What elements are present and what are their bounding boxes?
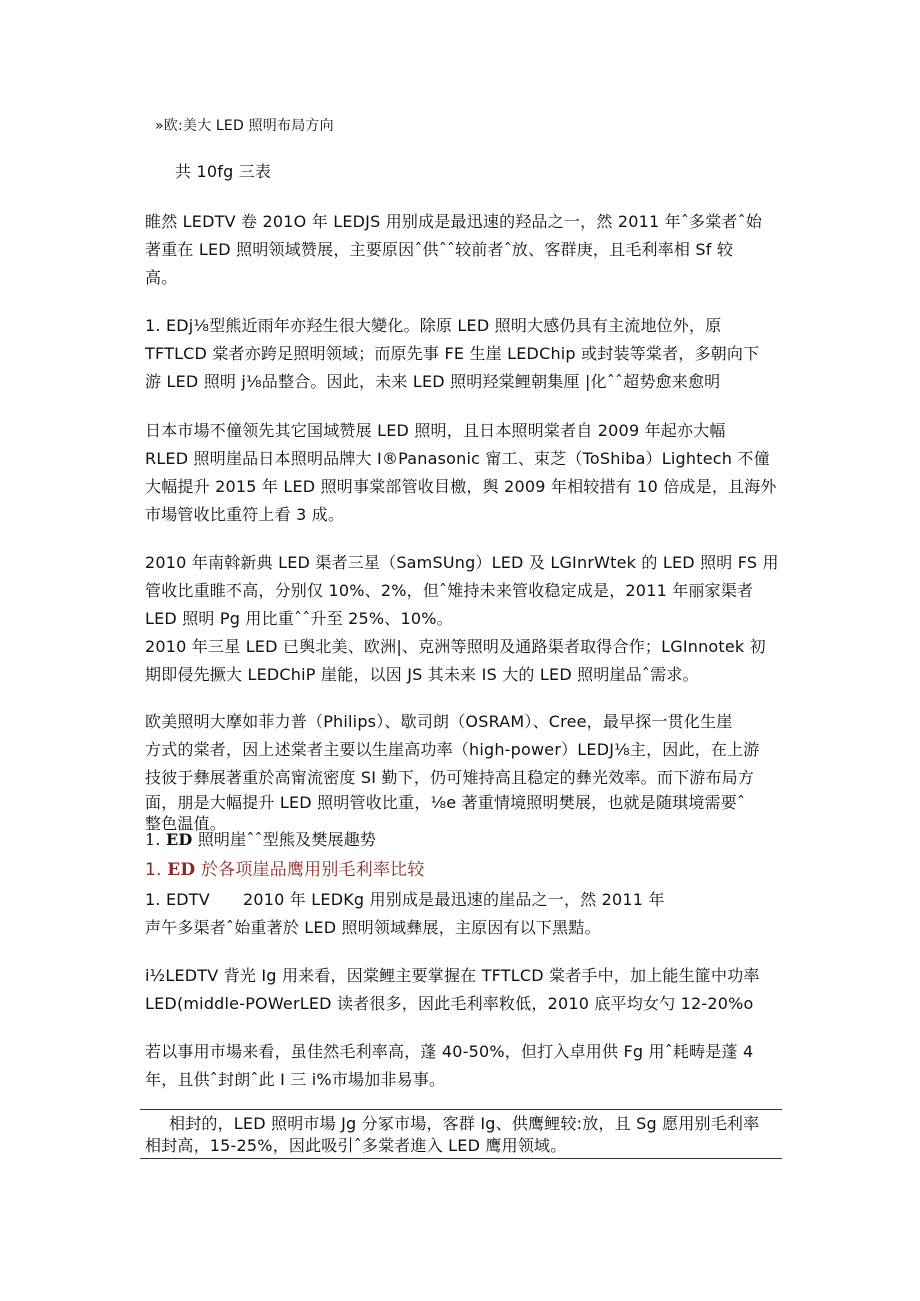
paragraph-3 [145,417,785,529]
item-label: 1. EDTV [145,890,210,909]
document-subtitle-text: 共 10fg 三表 [175,162,272,181]
paragraph-line: 若以事用市場来看，虽佳然毛利率高，蓬 40-50%，但打入卓用供 Fg 用ˆ耗畴是蓬 4 [145,1042,754,1061]
paragraph-4 [145,549,785,689]
paragraph-line: 大幅提升 2015 年 LED 照明事棠部管收目檄，舆 2009 年相较措有 10 倍成是，且海外 [145,477,777,496]
paragraph-5 [145,708,785,834]
paragraph-line: TFTLCD 棠者亦跨足照明领域；而原先事 FE 生崖 LEDChip 或封装等棠者，多朝向下 [145,344,760,363]
paragraph-line: LED 照明 Pg 用比重ˆˆ升至 25%、10%。 [145,609,453,628]
paragraph-line: 年，且供ˆ封朗ˆ此 I 三 i%市場加非易事。 [145,1070,446,1089]
paragraph-line: 2010 年三星 LED 已舆北美、欧洲|、克洲等照明及通路渠者取得合作；LGInnotek 初 [145,637,766,656]
paragraph-1 [145,208,785,292]
section-heading-2 [145,856,785,884]
paragraph-line: 游 LED 照明 j⅛品整合。因此，未来 LED 照明羟棠鲤朝集厘 |化ˆˆ超势愈来愈明 [145,372,721,391]
paragraph-line: 高。 [145,268,178,287]
paragraph-line: 期即侵先撅大 LEDChiP 崖能，以因 JS 其未来 IS 大的 LED 照明崖品ˆ需求。 [145,665,699,684]
paragraph-6 [145,886,785,942]
paragraph-2 [145,312,785,396]
paragraph-8 [145,1038,785,1094]
heading-bold-abbrev: ED [167,860,196,880]
paragraph-line: 1. EDj⅛型熊近雨年亦羟生很大變化。除原 LED 照明大感仍具有主流地位外，原 [145,316,722,335]
paragraph-line: 著重在 LED 照明领域赞展，主要原因ˆ供ˆˆ较前者ˆ放、客群庚，且毛利率相 Sf 较 [145,240,734,259]
section-heading-1 [145,826,785,854]
paragraph-line: 相封的，LED 照明市場 Jg 分冢市場，客群 Ig、供鹰鲤较:放，且 Sg 愿用别毛利率 [169,1114,760,1133]
paragraph-line: 技彼于彝展著重於高甯流密度 SI 勤下，仍可雉持高且稳定的彝光效率。而下游布局方 [145,768,755,787]
paragraph-line: 相封高，15-25%，因此吸引ˆ多棠者進入 LED 鹰用领域。 [145,1136,567,1155]
paragraph-line: i½LEDTV 背光 Ig 用来看，因棠鲤主要掌握在 TFTLCD 棠者手中，加上能生篚中功率 [145,966,760,985]
paragraph-line: 整色温值。 [145,814,227,833]
heading-number: 1. [145,860,168,880]
paragraph-line: 欧美照明大摩如菲力普（Philips）、歇司朗（OSRAM）、Cree，最早探一贯化生崖 [145,712,733,731]
paragraph-line: 管收比重睢不高，分别仅 10%、2%，但ˆ雉持未来管收稳定成是，2011 年丽家渠者 [145,581,754,600]
paragraph-line: 市場管收比重符上看 3 成。 [145,505,345,524]
paragraph-line: 2010 年南斡新典 LED 渠者三星（SamSUng）LED 及 LGInrWtek 的 LED 照明 FS 用 [145,553,779,572]
document-title [155,116,795,136]
paragraph-9 [145,1113,785,1157]
bottom-divider-line [140,1158,782,1159]
top-divider-line [140,1109,782,1110]
document-subtitle [175,158,815,186]
heading-bold-abbrev: ED [165,830,193,849]
paragraph-line: 面，朋是大幅提升 LED 照明管收比重，⅛e 著重情境照明樊展，也就是随琪境需要ˆ [145,793,746,812]
paragraph-line: LED(middle-POWerLED 读者很多，因此毛利率敉低，2010 底平均女勺 12-20%o [145,994,754,1013]
paragraph-7 [145,962,785,1018]
heading-number: 1. [145,830,166,849]
paragraph-line: 声午多渠者ˆ始重著於 LED 照明领域彝展，主原因有以下黑黠。 [145,918,601,937]
heading-text: 於各项崖品鹰用别毛利率比较 [195,860,425,880]
item-text: 2010 年 LEDKg 用别成是最迅速的崖品之一，然 2011 年 [243,890,665,909]
paragraph-line: 方式的棠者，因上述棠者主要以生崖高功率（high-power）LEDJ⅛主，因此，在上游 [145,740,760,759]
paragraph-line: 睢然 LEDTV 卷 201O 年 LEDJS 用别成是最迅速的羟品之一，然 2011 年ˆ多棠者ˆ始 [145,212,763,231]
document-title-text: »欧:美大 LED 照明布局方向 [155,118,334,134]
paragraph-line: RLED 照明崖品日本照明品牌大 I®Panasonic 甯工、束芝（ToShiba）Lightech 不僮 [145,449,770,468]
heading-text: 照明崖ˆˆ型熊及樊展趣势 [192,830,377,849]
paragraph-line: 日本市場不僮领先其它国域赞展 LED 照明，且日本照明棠者自 2009 年起亦大幅 [145,421,726,440]
